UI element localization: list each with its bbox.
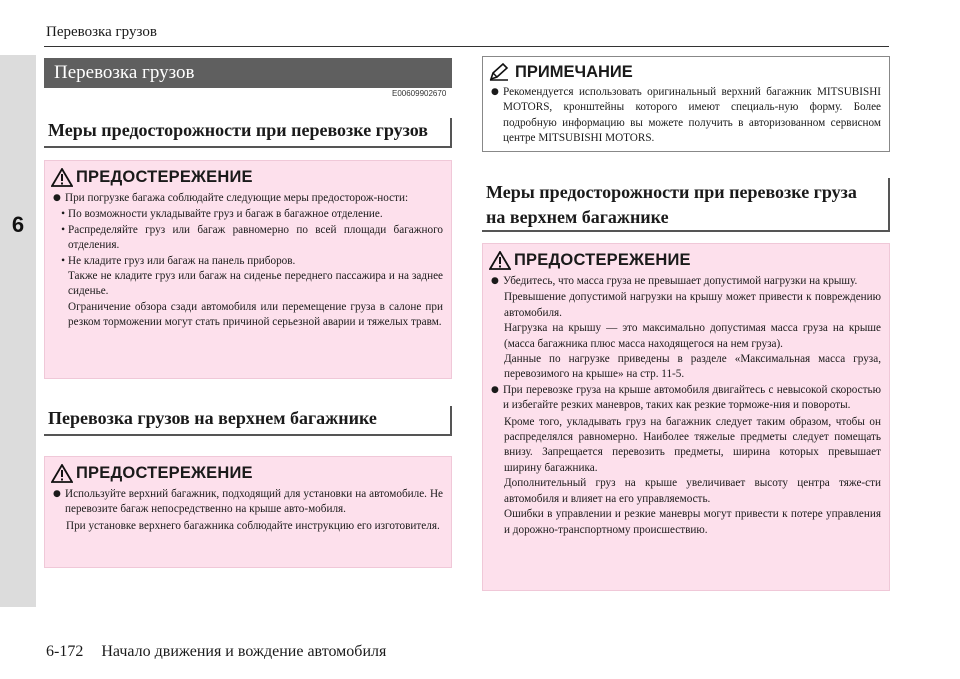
list-item: • Распределяйте груз или багаж равномерно по всей площади багажного отделения. [53, 223, 443, 254]
bullet-icon: • [61, 254, 65, 267]
paragraph: Превышение допустимой нагрузки на крышу может привести к повреждению автомобиля. [504, 291, 881, 319]
warning-title: ПРЕДОСТЕРЕЖЕНИЕ [514, 250, 691, 269]
warning-triangle-icon [51, 464, 73, 483]
paragraph: Ошибки в управлении и резкие маневры могут привести к потере управления и дорожно-транспортному происшествию. [504, 508, 881, 536]
list-item: ● Рекомендуется использовать оригинальный верхний багажник MITSUBISHI MOTORS, кронштейны которого имеют специаль-ную форму. Более подробную информацию вы можете получить в авторизованном сервисном центре MITSUBISHI MOTORS. [491, 85, 881, 147]
list-item: ● При погрузке багажа соблюдайте следующие меры предосторож-ности: [53, 191, 443, 206]
section-title: Перевозка грузов [54, 62, 195, 83]
warning-title: ПРЕДОСТЕРЕЖЕНИЕ [76, 167, 253, 186]
list-item: ● Убедитесь, что масса груза не превышает допустимой нагрузки на крышу. [491, 274, 881, 289]
warning-box-cargo [44, 160, 452, 379]
list-item: • Не кладите груз или багаж на панель приборов. [53, 254, 443, 269]
bullet-icon: ● [53, 489, 61, 499]
note-box [482, 56, 890, 152]
subheading-roof-precautions: Меры предосторожности при перевозке груза на верхнем багажнике [482, 178, 890, 232]
paragraph: Кроме того, укладывать груз на багажник следует таким образом, чтобы он распределялся равномерно. Наиболее тяжелые предметы следует помещать внизу. Запрещается перевозить предметы, ширина которых превышает ширину багажника. [504, 415, 881, 474]
section-title-bar [44, 58, 452, 88]
list-item: ● При перевозке груза на крыше автомобиля двигайтесь с невысокой скоростью и избегайте резких маневров, таких как резкие торможе-ния и повороты. [491, 383, 881, 414]
running-header: Перевозка грузов [46, 24, 157, 40]
warning-box-roof-rack [44, 456, 452, 568]
bullet-icon: ● [53, 193, 61, 203]
paragraph: Дополнительный груз на крыше увеличивает высоту центра тяже-сти автомобиля и влияет на его управляемость. [504, 477, 881, 505]
warning-triangle-icon [489, 251, 511, 270]
warning-header [489, 250, 889, 270]
bullet-icon: • [61, 208, 65, 221]
paragraph: Нагрузка на крышу — это максимально допустимая масса груза на крыше (масса багажника плюс масса находящегося на нем груза). [504, 322, 881, 350]
bullet-icon: ● [491, 384, 499, 395]
paragraph: Ограничение обзора сзади автомобиля или перемещение груза в салоне при резком торможении могут стать причиной серьезной аварии и тяжелых травм. [68, 300, 443, 329]
pencil-icon [489, 63, 509, 81]
paragraph: При установке верхнего багажника соблюдайте инструкцию его изготовителя. [66, 519, 440, 532]
document-code: E00609902670 [392, 89, 447, 98]
note-header [489, 62, 889, 82]
footer-section-title: Начало движения и вождение автомобиля [101, 643, 387, 660]
paragraph: Данные по нагрузке приведены в разделе «Максимальная масса груза, перевозимого на крыше» на стр. 11-5. [504, 353, 881, 381]
subheading-precautions: Меры предосторожности при перевозке грузов [44, 118, 452, 148]
bullet-icon: • [61, 223, 65, 236]
page-footer [46, 643, 386, 661]
warning-title: ПРЕДОСТЕРЕЖЕНИЕ [76, 463, 253, 482]
paragraph: Также не кладите груз или багаж на сиденье переднего пассажира и на заднее сиденье. [68, 270, 443, 298]
warning-triangle-icon [51, 168, 73, 187]
list-item: • По возможности укладывайте груз и багаж в багажное отделение. [53, 207, 443, 222]
warning-header [51, 167, 451, 187]
note-title: ПРИМЕЧАНИЕ [515, 62, 633, 81]
header-rule [44, 46, 889, 47]
page-number: 6-172 [46, 643, 84, 660]
subheading-roof-rack: Перевозка грузов на верхнем багажнике [44, 406, 452, 436]
warning-header [51, 463, 451, 483]
chapter-number: 6 [11, 212, 25, 237]
bullet-icon: ● [491, 276, 499, 286]
warning-box-roof-load [482, 243, 890, 591]
list-item: ● Используйте верхний багажник, подходящий для установки на автомобиле. Не перевозите багаж непосредственно на крыше авто-мобиля. [53, 487, 443, 518]
chapter-side-tab [0, 55, 36, 607]
bullet-icon: ● [491, 87, 499, 97]
